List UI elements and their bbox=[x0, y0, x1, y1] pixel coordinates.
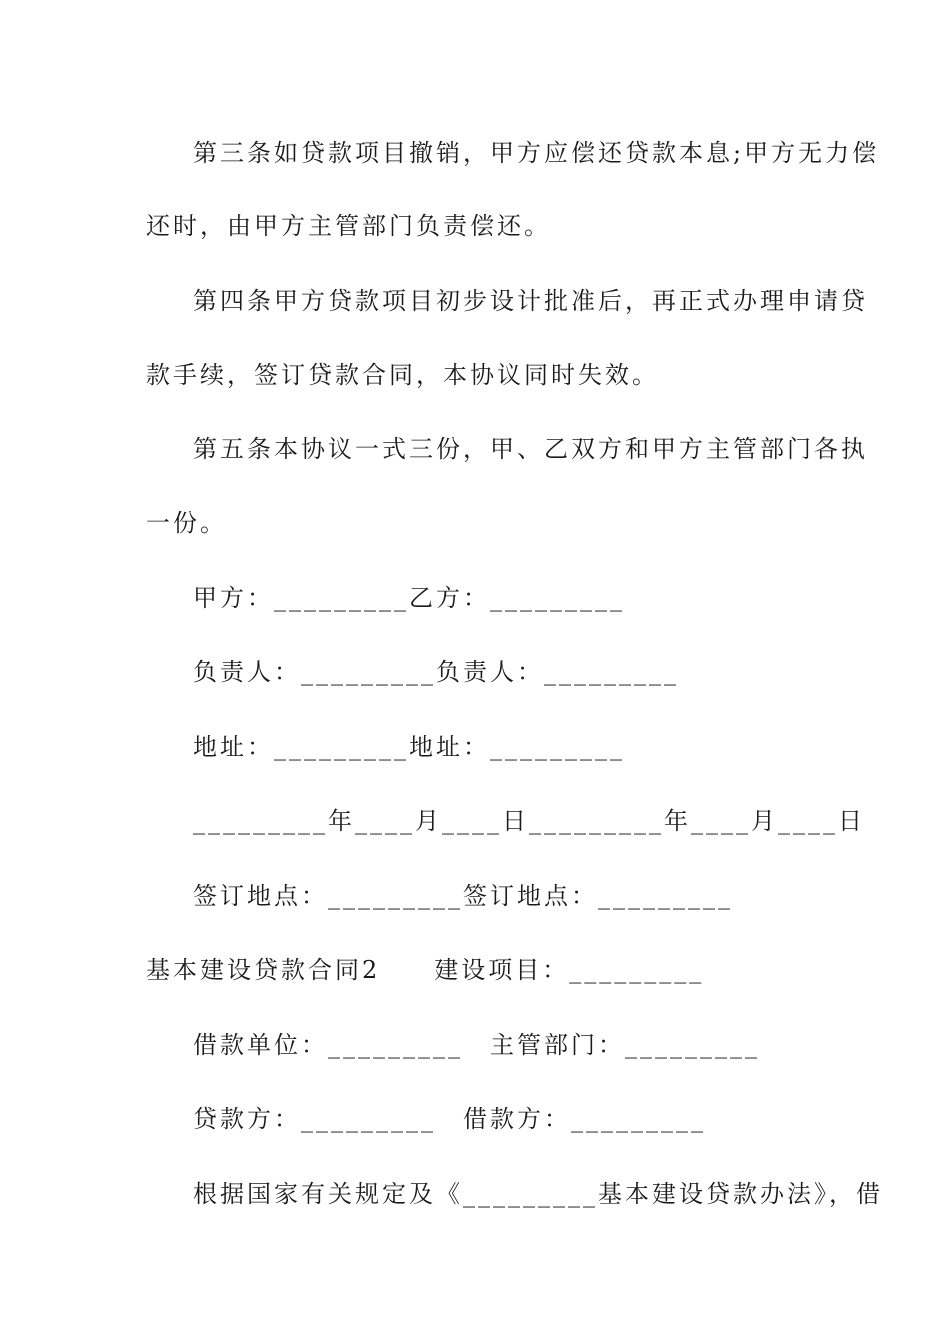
preamble-line: 根据国家有关规定及《_________基本建设贷款办法》，借 bbox=[193, 1180, 883, 1208]
paragraph-article-4-line-1: 第四条甲方贷款项目初步设计批准后，再正式办理申请贷 bbox=[193, 287, 868, 315]
paragraph-article-5-line-2: 一份。 bbox=[146, 509, 227, 537]
contract-2-heading-line: 基本建设贷款合同2 建设项目：_________ bbox=[146, 956, 705, 984]
paragraph-article-5-line-1: 第五条本协议一式三份，甲、乙双方和甲方主管部门各执 bbox=[193, 435, 868, 463]
party-names-line: 甲方：_________乙方：_________ bbox=[193, 584, 625, 612]
dates-line: _________年____月____日_________年____月____日 bbox=[193, 807, 865, 835]
lender-borrower-line: 贷款方：_________ 借款方：_________ bbox=[193, 1105, 706, 1133]
responsible-persons-line: 负责人：_________负责人：_________ bbox=[193, 658, 679, 686]
signing-places-line: 签订地点：_________签订地点：_________ bbox=[193, 882, 733, 910]
paragraph-article-3-line-1: 第三条如贷款项目撤销，甲方应偿还贷款本息;甲方无力偿 bbox=[193, 139, 880, 167]
borrower-department-line: 借款单位：_________ 主管部门：_________ bbox=[193, 1031, 760, 1059]
addresses-line: 地址：_________地址：_________ bbox=[193, 733, 625, 761]
paragraph-article-4-line-2: 款手续，签订贷款合同，本协议同时失效。 bbox=[146, 361, 659, 389]
paragraph-article-3-line-2: 还时，由甲方主管部门负责偿还。 bbox=[146, 212, 551, 240]
